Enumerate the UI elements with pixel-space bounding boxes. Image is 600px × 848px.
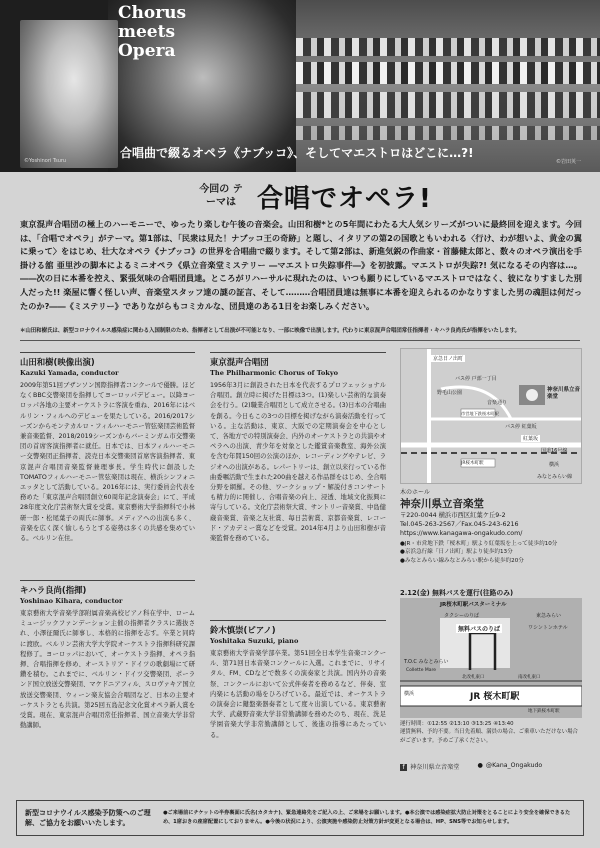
photo-credit-right: ©岩田英一 <box>556 159 582 165</box>
map-label-bus-momijizaka: バス停 紅葉坂 <box>505 424 537 430</box>
bus-label-free-bus: 無料バスのりば <box>458 626 501 633</box>
intro-text: 東京混声合唱団の極上のハーモニーで、ゆったり楽しむ午後の音楽会。山田和樹*との5年間にわたる大人気シリーズがついに最終回を迎えます。今回は、「合唱でオペラ」がテーマ。第1部は、「民衆は見た！ナブッコ王の奇跡」と題し、イタリアの第2の国歌ともいわれる〈行け、わが想いよ、黄金の翼に乗って〉をはじめ、壮大なオペラ《ナブッコ》の世界を合唱曲で綴ります。そして第2部は、新進気鋭の作曲家・首藤健太郎と、数々のオペラ演出を手掛ける舘 亜里沙の脚本によるミニオペラ《県立音楽堂ミステリー ―マエストロ失踪事件―》を初披露。マエストロが失踪?! 気になるその内容は…。――次の日に本番を控え、緊張気味の合唱団員達。ところがリハーサルに現れたのは、いつも願りにしているマエストロではなく、彼になりすました別人だった!! 楽屋に響く怪しい声、音楽堂スタッフ達の謎の証言、そして………合唱団員達は無事に本番を迎えられるのかなりすました男の魂胆は何だったのか?――《ミステリー》でありながらもコミカルな、団員達のある1日をお楽しみください。 <box>20 219 582 311</box>
twitter-label: @Kana_Ongakudo <box>485 762 543 769</box>
theme-logo: 合唱でオペラ! <box>257 183 432 214</box>
pianist-photo <box>20 20 118 168</box>
facebook-icon: f <box>400 764 407 771</box>
bus-label-subway: 地下鉄桜木町駅 <box>528 709 560 714</box>
profile-name: 東京混声合唱団 <box>210 352 386 368</box>
bus-label-south-gate: 南改札東口 <box>518 675 541 680</box>
bus-label-jr-station: JR 桜木町駅 <box>470 692 520 702</box>
social-links <box>400 762 542 771</box>
bus-label-taxi: タクシーのりば <box>444 613 480 619</box>
facebook-link[interactable] <box>400 762 460 771</box>
access-map <box>400 348 582 484</box>
venue-info <box>400 488 582 565</box>
profile-suzuki <box>210 620 386 741</box>
photo-credit-left: ©Yoshinori Tsuru <box>24 158 67 164</box>
venue-tel: Tel.045-263-2567／Fax.045-243-6216 <box>400 521 519 528</box>
profile-roman: The Philharmonic Chorus of Tokyo <box>210 369 339 377</box>
covid-notice <box>16 800 584 836</box>
bus-label-collette: Collette Mare <box>406 668 437 673</box>
venue-access-2: ●京浜急行線「日ノ出町」駅より徒歩約13分 <box>400 549 513 556</box>
profile-name: 鈴木慎崇(ピアノ) <box>210 620 386 636</box>
hero-title: Chorus meets Opera <box>118 3 187 61</box>
venue-name: 神奈川県立音楽堂 <box>400 498 484 510</box>
map-label-jr-sakuragicho: JR桜木町駅 <box>461 461 484 466</box>
bus-map <box>400 598 582 718</box>
covid-warning: 新型コロナウイルス感染予防策へのご理解、ご協力をお願いいたします。 <box>25 808 151 827</box>
map-label-minatomirai: みなとみらい線 <box>537 474 573 480</box>
bus-label-washington: ワシントンホテル <box>528 625 568 631</box>
map-label-yokohama: 横浜 <box>549 462 560 468</box>
twitter-link[interactable] <box>478 762 543 771</box>
map-label-subway-sakuragicho: 市営地下鉄桜木町駅 <box>461 411 499 416</box>
theme-heading <box>195 178 432 214</box>
profile-kihara <box>20 580 195 731</box>
map-label-ongaku-dori: 音楽通り <box>487 400 508 406</box>
map-label-bus-tobe: バス停 戸部一丁目 <box>455 376 497 382</box>
profile-name: 山田和樹(映像出演) <box>20 352 195 368</box>
map-label-momijizaka: 紅葉坂 <box>523 436 539 442</box>
intro-note: ＊山田和樹氏は、新型コロナウイルス感染症に関わる入国制限のため、指揮者として出演が不可能となり、一部に映像で出演します。代わりに東京混声合唱団常任指揮者・キハラ良尚氏が指揮をいたします。 <box>20 328 520 334</box>
bus-label-north-gate: 北改札東口 <box>462 675 485 680</box>
bus-info <box>400 720 582 745</box>
venue-label: 木のホール <box>400 489 430 496</box>
profile-yamada <box>20 352 195 544</box>
divider <box>20 340 580 341</box>
hero-banner <box>0 0 600 172</box>
profile-roman: Yoshinao Kihara, conductor <box>20 597 123 605</box>
map-label-hinodecho: 京急日ノ出町 <box>433 356 464 362</box>
hero-subtitle: 合唱曲で綴るオペラ《ナブッコ》、そしてマエストロはどこに…?! <box>120 146 474 160</box>
theme-label: 今回の テーマは <box>199 184 243 208</box>
bus-times: 運行時間：①12:55 ②13:10 ③13:25 ④13:40 <box>400 721 514 727</box>
covid-details: ●ご来場前にチケットの半券裏面に氏名(カタカナ)、緊急連絡先をご記入の上、ご来場をお願いします。●本公演では感染症拡大防止対策をとることにより安全を確保できるため、1席おきの座席配置にしておりません。●今後の状況により、公演実施や感染防止対策方針が変更となる場合は、HP、SNS等でお知らせします。 <box>163 810 571 825</box>
profile-chorus <box>210 352 386 544</box>
bus-notes: 運賃無料、予約不要。当日先着順、満員の場合、ご乗車いただけない場合がございます。予めご了承ください。 <box>400 729 578 744</box>
bus-label-yokohama: 横浜 <box>404 691 415 697</box>
profile-roman: Yoshitaka Suzuki, piano <box>210 637 299 645</box>
profile-bio: 1956年3月に創設された日本を代表するプロフェッショナル合唱団。創立時に掲げた目標は3つ。(1)楽しい芸術的な演奏会を行う。(2)職業合唱団として成立させる。(3)日本の合唱曲を創る。今日もこの3つの目標を掲げながら演奏活動を行っている。主な活動は、東京、大阪での定期演奏会を中心として、各地方での特別演奏会、内外のオーケストラとの共演やオペラへの出演、青少年を対象とした鑑賞音楽教室、海外公演を含む年間150回の公演のほか、レコーディングやテレビ、ラジオへの出演がある。レパートリーは、創立以来行っている作曲委嘱活動で生まれた200曲を越える作品群をはじめ、全合唱分野を網羅。その他、ワークショップ・解説付きコンサートも精力的に開催し、合唱音楽の向上、浸透、地域文化振興に寄与している。文化庁芸術祭大賞、サントリー音楽賞、中島健蔵音楽賞、音楽之友社賞、毎日芸術賞、京都音楽賞、レコード・アカデミー賞などを受賞。2014年4月より山田和樹が音楽監督を務めている。 <box>210 382 386 543</box>
facebook-label: 神奈川県立音楽堂 <box>410 764 460 771</box>
bus-title: 2.12(金) 無料バスを運行(往路のみ) <box>400 589 514 597</box>
profile-name: キハラ良尚(指揮) <box>20 580 195 596</box>
map-label-route16: 国道16号線 <box>541 448 568 454</box>
map-label-venue: 神奈川県立音楽堂 <box>547 387 581 400</box>
venue-access-1: ●JR・市営地下鉄「桜木町」駅より紅葉坂を上って徒歩約10分 <box>400 541 558 547</box>
twitter-icon: ● <box>477 762 483 769</box>
venue-access-3: ●みなとみらい線みなとみらい駅から徒歩約20分 <box>400 557 524 564</box>
bus-label-terminal: JR桜木町駅バスターミナル <box>440 602 507 608</box>
profile-bio: 2009年第51回ブザンソン国際指揮者コンクールで優勝。ほどなくBBC交響楽団を指揮してヨーロッパデビュー。以降ヨーロッパ各地の主要オーケストラに客演を重ね、2016年にはベルリン・フィルへのデビューを果たしている。2016/2017シーズンからモンテカルロ・フィルハーモニー管弦楽団芸術監督兼音楽監督、2018/2019シーズンからバーミンガム市交響楽団の首席客演指揮者に就任。日本では、日本フィルハーモニー交響楽団正指揮者、読売日本交響楽団首席客演指揮者、東京混声合唱団音楽監督兼理事長。学生時代に創設したTOMATOフィルハーモニー管弦楽団は現在、横浜シンフォニエッタとして活動している。2016年には、実行委員会代表を務めた「東京混声合唱団創立60周年記念演奏会」にて、平成28年度文化庁芸術祭大賞を受賞。東京藝術大学指揮科で小林研一郎・松尾葉子の両氏に師事。メディアへの出演も多く、音楽を広く深く愉しもうとする姿勢は多くの共感を集めている。ベルリン在住。 <box>20 382 195 543</box>
venue-url[interactable]: https://www.kanagawa-ongakudo.com/ <box>400 530 523 537</box>
bus-label-tokyu: 東急みらい <box>536 613 562 619</box>
profile-bio: 東京藝術大学音楽学部附属音楽高校ピアノ科在学中、ロームミュージックファンデーション主催の指揮者クラスに選抜され、小澤征爾氏に師事し、本格的に指揮を志す。卒業と同時に渡欧。ベルリン芸術大学大学院オーケストラ指揮科研究課程修了。ヨーロッパにおいて、オーケストラ指揮、オペラ指揮、合唱指揮を修め、オーストリア・ドイツの歌劇場にて研鑽を積む。これまでに、ベルリン・ドイツ交響楽団、ポーランド国立放送交響楽団、マケドニアフィル、スロヴァキア国立放送交響楽団、ウィーン楽友協会合唱団など、日本の主要オーケストラとも共演。第25回五島記念文化賞オペラ新人賞を受賞。現在、東京混声合唱団常任指揮者、国立音楽大学非常勤講師。 <box>20 610 195 730</box>
profile-roman: Kazuki Yamada, conductor <box>20 369 119 377</box>
venue-address: 〒220-0044 横浜市西区紅葉ケ丘9-2 <box>400 512 506 519</box>
map-label-nogeyama: 野毛山公園 <box>437 390 463 396</box>
profile-bio: 東京藝術大学音楽学部卒業。第51回全日本学生音楽コンクール、第71回日本音楽コンクールに入選。これまでに、リサイタル、FM、CDなどで数多くの演奏家と共演。国内外の音楽祭、コンクールにおいて公式伴奏者を務めるなど、伴奏、室内楽にも活動の場をひろげている。最近では、オーケストラの演奏会に鍵盤楽器奏者として度々出演している。東京藝術大学、武蔵野音楽大学非常勤講師を務めたのち、現在、洗足学園音楽大学非常勤講師として、後進の指導にあたっている。 <box>210 650 386 739</box>
bus-label-toc: T.O.C みなとみらい <box>404 659 449 665</box>
